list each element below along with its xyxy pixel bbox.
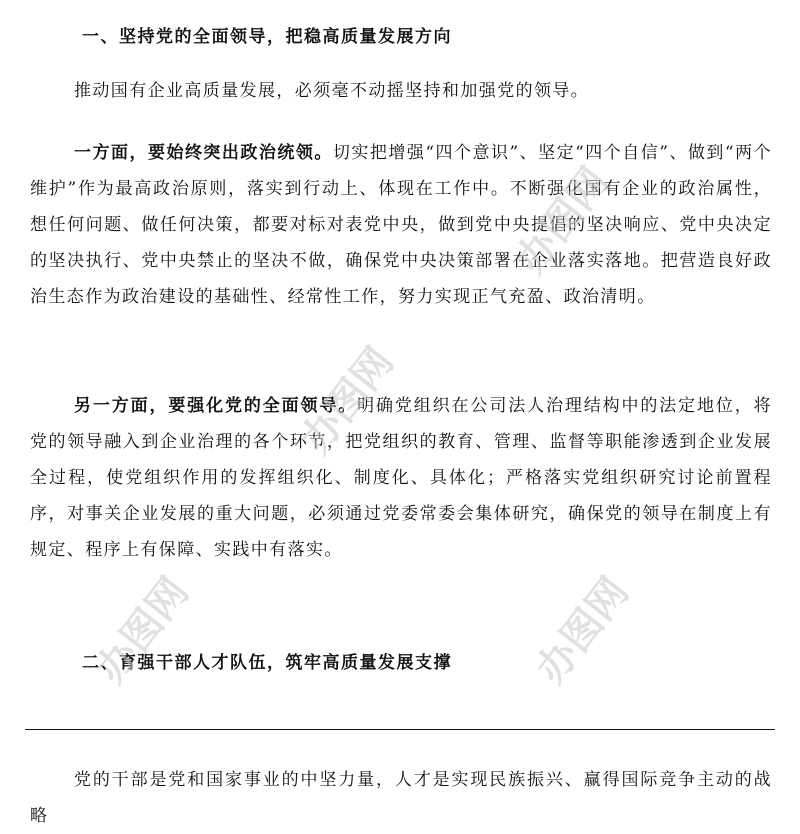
intro-paragraph: 推动国有企业高质量发展，必须毫不动摇坚持和加强党的领导。: [74, 81, 590, 101]
paragraph-lead: 一方面，要始终突出政治统领。: [74, 143, 333, 163]
paragraph-lead: 另一方面，要强化党的全面领导。: [74, 396, 358, 416]
paragraph-cadres: 党的干部是党和国家事业的中坚力量，人才是实现民族振兴、赢得国际竞争主动的战略: [30, 770, 772, 826]
paragraph-comprehensive-leadership: [30, 388, 772, 568]
paragraph-body: 切实把增强“四个意识”、坚定“四个自信”、做到“两个维护”作为最高政治原则，落实到行动上、体现在工作中。不断强化国有企业的政治属性，想任何问题、做任何决策，都要对标对表党中央，做到党中央提倡的坚决响应、党中央决定的坚决执行、党中央禁止的坚决不做，确保党中央决策部署在企业落实落地。把营造良好政治生态作为政治建设的基础性、经常性工作，努力实现正气充盈、政治清明。: [30, 143, 772, 307]
section-heading-2: 二、育强干部人才队伍，筑牢高质量发展支撑: [82, 653, 452, 673]
watermark: 办图网: [507, 159, 618, 283]
section-heading-1: 一、坚持党的全面领导，把稳高质量发展方向: [82, 27, 452, 47]
watermark: 办图网: [527, 569, 638, 693]
paragraph-political-leadership: [30, 135, 772, 315]
page-divider: [25, 729, 775, 730]
watermark: 办图网: [292, 339, 403, 463]
watermark: 办图网: [87, 569, 198, 693]
paragraph-body: 明确党组织在公司法人治理结构中的法定地位，将党的领导融入到企业治理的各个环节，把党组织的教育、管理、监督等职能渗透到企业发展全过程，使党组织作用的发挥组织化、制度化、具体化；严格落实党组织研究讨论前置程序，对事关企业发展的重大问题，必须通过党委常委会集体研究，确保党的领导在制度上有规定、程序上有保障、实践中有落实。: [30, 396, 772, 560]
